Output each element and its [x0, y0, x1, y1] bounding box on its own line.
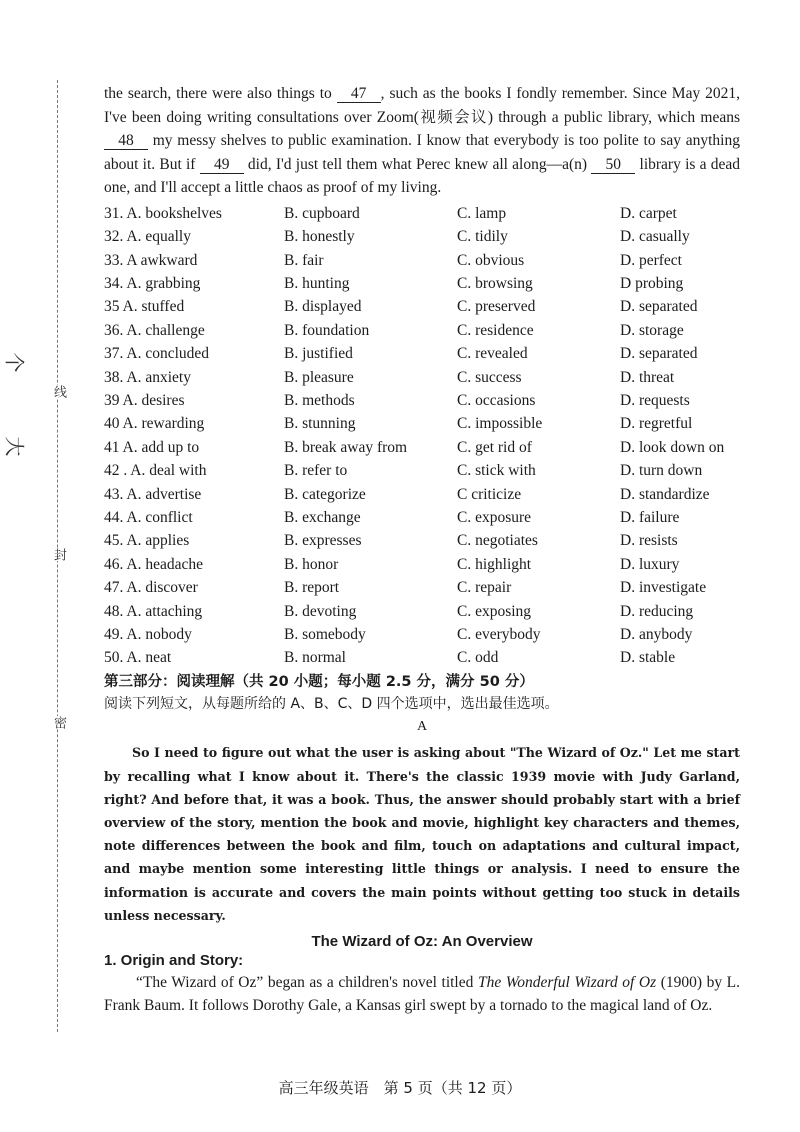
option-c: C. exposing	[457, 602, 532, 620]
option-b: B. methods	[284, 392, 355, 410]
body-text: (1900) by L. Frank Baum. It follows Dorothy Gale, a Kansas girl swept by a tornado to the magical land of Oz.	[104, 973, 741, 1015]
option-a: 44. A. conflict	[104, 508, 193, 526]
cloze-text: did, I'd just tell them what Perec knew all along—a(n)	[243, 155, 592, 173]
question-row	[104, 644, 740, 667]
margin-label-seal: 封	[52, 548, 67, 561]
question-row	[104, 410, 740, 433]
option-c: C. negotiates	[457, 532, 538, 550]
passage-title: The Wizard of Oz: An Overview	[311, 932, 533, 950]
option-c: C. residence	[457, 321, 534, 339]
option-c: C criticize	[457, 485, 522, 503]
option-c: C. impossible	[457, 415, 543, 433]
option-a: 42 . A. deal with	[104, 462, 207, 480]
blank-49: 49	[200, 157, 244, 174]
blank-48: 48	[104, 133, 148, 150]
cloze-text: the search, there were also things to	[104, 85, 337, 102]
option-d: D. turn down	[620, 462, 703, 480]
option-c: C. obvious	[457, 251, 525, 269]
option-c: C. stick with	[457, 462, 536, 480]
question-row	[104, 246, 740, 269]
margin-label-seal-line: 线	[52, 385, 67, 398]
option-a: 50. A. neat	[104, 649, 172, 667]
option-c: C. occasions	[457, 392, 536, 410]
option-c: C. get rid of	[457, 438, 532, 456]
option-c: C. revealed	[457, 345, 528, 363]
option-a: 46. A. headache	[104, 555, 203, 573]
option-d: D. investigate	[620, 579, 707, 597]
option-a: 33. A awkward	[104, 251, 198, 269]
option-d: D. resists	[620, 532, 678, 550]
option-c: C. repair	[457, 579, 512, 597]
option-d: D. separated	[620, 298, 698, 316]
cloze-text: my messy shelves to public examination. I know that everybody is too polite to say anything about it. But if	[104, 132, 740, 173]
option-c: C. preserved	[457, 298, 536, 316]
option-a: 39 A. desires	[104, 392, 185, 410]
question-row	[104, 550, 740, 573]
option-b: B. honor	[284, 555, 339, 573]
page-footer: 高三年级英语 第 5 页（共 12 页）	[278, 1079, 522, 1097]
passage-thinking-paragraph: So I need to figure out what the user is asking about "The Wizard of Oz." Let me start by recalling what I know about it. There's the classic 1939 movie with Judy Garland, right? And before that, it was a book. Thus, the answer should probably start with a brief overview of the story, mention the book and movie, highlight key characters and themes, note differences between the book and film, touch on adaptations and cultural impact, and maybe mention some interesting little things or analysis. I need to ensure the information is accurate and covers the main points without getting too stuck in details unless necessary.	[104, 745, 740, 923]
question-row	[104, 504, 740, 527]
question-row	[104, 387, 740, 410]
option-c: C. odd	[457, 649, 499, 667]
option-b: B. categorize	[284, 485, 366, 503]
question-row	[104, 223, 740, 246]
option-b: B. justified	[284, 345, 353, 363]
question-row	[104, 457, 740, 480]
option-c: C. lamp	[457, 204, 507, 222]
margin-handwritten-mark: 大	[2, 436, 25, 457]
option-a: 32. A. equally	[104, 228, 191, 246]
cloze-paragraph	[104, 82, 740, 200]
blank-47: 47	[337, 86, 381, 103]
option-c: C. highlight	[457, 555, 532, 573]
option-b: B. hunting	[284, 275, 350, 293]
option-d: D. carpet	[620, 204, 677, 222]
option-d: D. stable	[620, 649, 676, 667]
book-title: The Wonderful Wizard of Oz	[477, 973, 657, 991]
option-a: 48. A. attaching	[104, 602, 203, 620]
option-c: C. success	[457, 368, 522, 386]
question-row	[104, 480, 740, 503]
option-d: D. storage	[620, 321, 684, 339]
option-d: D. perfect	[620, 251, 682, 269]
option-b: B. expresses	[284, 532, 362, 550]
option-d: D. failure	[620, 508, 680, 526]
option-b: B. refer to	[284, 462, 348, 480]
option-b: B. devoting	[284, 602, 357, 620]
passage-subheading: 1. Origin and Story:	[104, 951, 244, 969]
question-row	[104, 621, 740, 644]
option-b: B. somebody	[284, 625, 366, 643]
part3-instruction: 阅读下列短文，从每题所给的 A、B、C、D 四个选项中，选出最佳选项。	[104, 696, 559, 713]
question-row	[104, 527, 740, 550]
option-b: B. break away from	[284, 438, 408, 456]
question-row	[104, 574, 740, 597]
passage-body-paragraph	[104, 971, 740, 1018]
option-c: C. exposure	[457, 508, 532, 526]
option-d: D. anybody	[620, 625, 693, 643]
question-row	[104, 270, 740, 293]
option-b: B. displayed	[284, 298, 362, 316]
option-d: D. reducing	[620, 602, 694, 620]
question-row	[104, 433, 740, 456]
option-c: C. tidily	[457, 228, 508, 246]
option-b: B. report	[284, 579, 340, 597]
question-row	[104, 200, 740, 223]
option-a: 45. A. applies	[104, 532, 190, 550]
option-b: B. exchange	[284, 508, 361, 526]
blank-50: 50	[591, 157, 635, 174]
option-a: 37. A. concluded	[104, 345, 210, 363]
option-a: 34. A. grabbing	[104, 275, 201, 293]
option-a: 38. A. anxiety	[104, 368, 191, 386]
margin-handwritten-mark: 个	[2, 352, 25, 373]
option-d: D. casually	[620, 228, 690, 246]
option-d: D probing	[620, 275, 684, 293]
option-d: D. threat	[620, 368, 675, 386]
option-a: 35 A. stuffed	[104, 298, 185, 316]
option-c: C. browsing	[457, 275, 533, 293]
option-a: 41 A. add up to	[104, 438, 200, 456]
option-c: C. everybody	[457, 625, 541, 643]
margin-label-secret: 密	[52, 716, 67, 729]
option-a: 47. A. discover	[104, 579, 198, 597]
question-row	[104, 293, 740, 316]
option-b: B. fair	[284, 251, 324, 269]
option-a: 43. A. advertise	[104, 485, 202, 503]
option-d: D. separated	[620, 345, 698, 363]
option-d: D. regretful	[620, 415, 693, 433]
option-d: D. requests	[620, 392, 690, 410]
cloze-text: library is a dead one, and I'll accept a little chaos as proof of my living.	[104, 155, 741, 196]
cloze-text: , such as the books I fondly remember. Since May 2021, I've been doing writing consultations over Zoom(视频会议) through a public library, which means	[104, 85, 740, 126]
option-a: 40 A. rewarding	[104, 415, 205, 433]
option-d: D. look down on	[620, 438, 725, 456]
option-b: B. foundation	[284, 321, 370, 339]
body-text: “The Wizard of Oz” began as a children's novel titled	[136, 973, 478, 991]
question-row	[104, 363, 740, 386]
question-row	[104, 340, 740, 363]
option-d: D. standardize	[620, 485, 710, 503]
option-b: B. stunning	[284, 415, 356, 433]
option-a: 49. A. nobody	[104, 625, 192, 643]
options-table	[104, 200, 740, 668]
option-d: D. luxury	[620, 555, 680, 573]
section-letter: A	[416, 719, 428, 735]
part3-heading: 第三部分：阅读理解（共 20 小题；每小题 2.5 分，满分 50 分）	[104, 674, 534, 691]
page-content	[104, 82, 740, 1018]
question-row	[104, 316, 740, 339]
option-a: 31. A. bookshelves	[104, 204, 222, 222]
option-b: B. honestly	[284, 228, 355, 246]
option-b: B. pleasure	[284, 368, 354, 386]
option-b: B. cupboard	[284, 204, 360, 222]
question-row	[104, 597, 740, 620]
option-b: B. normal	[284, 649, 346, 667]
option-a: 36. A. challenge	[104, 321, 205, 339]
